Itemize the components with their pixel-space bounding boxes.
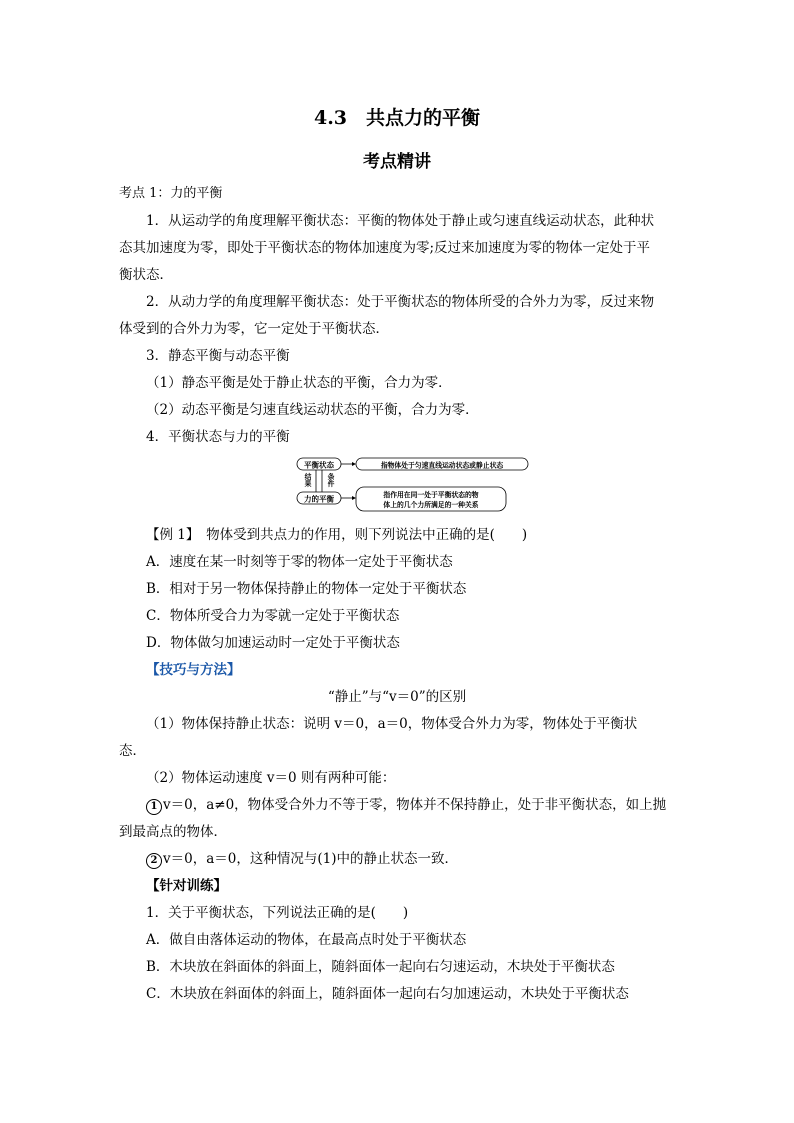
paragraph-line: 态．	[119, 743, 146, 759]
diagram-arrowhead	[352, 462, 356, 466]
case-1	[146, 795, 666, 815]
circled-number-1: 1	[146, 799, 162, 815]
diagram-desc-top-text: 指物体处于匀速直线运动状态或静止状态	[380, 461, 504, 470]
case-1-text: v＝0，a≠0，物体受合外力不等于零，物体并不保持静止，处于非平衡状态，如上抛	[163, 797, 667, 813]
paragraph-line: （1）静态平衡是处于静止状态的平衡，合力为零．	[146, 375, 452, 391]
tips-heading: 【技巧与方法】	[146, 662, 241, 678]
example-label: 【例 1】	[146, 527, 193, 543]
section-heading: 考点 1：力的平衡	[119, 186, 223, 201]
diagram-desc-bottom-line1: 指作用在同一处于平衡状态的物	[383, 491, 479, 499]
option-b: B．相对于另一物体保持静止的物体一定处于平衡状态	[146, 581, 467, 597]
paragraph-line: 体受到的合外力为零，它一定处于平衡状态．	[119, 321, 389, 337]
diagram-desc-bottom-line2: 体上的几个力所满足的一种关系	[383, 501, 479, 509]
tips-center-title: “静止”与“v＝0”的区别	[327, 689, 467, 705]
diagram-arrowhead	[352, 496, 356, 500]
paragraph-line: 3．静态平衡与动态平衡	[146, 348, 290, 364]
paragraph-line: （1）物体保持静止状态：说明 v＝0，a＝0，物体受合外力为零，物体处于平衡状	[146, 716, 638, 732]
paragraph-line: 2．从动力学的角度理解平衡状态：处于平衡状态的物体所受的合外力为零，反过来物	[146, 294, 655, 310]
option-d: D．物体做匀加速运动时一定处于平衡状态	[146, 635, 400, 651]
paragraph-line: （2）动态平衡是匀速直线运动状态的平衡，合力为零．	[146, 402, 479, 418]
paragraph-line: 到最高点的物体．	[119, 824, 227, 840]
paragraph-line: 衡状态．	[119, 267, 173, 283]
paragraph-line: 态其加速度为零，即处于平衡状态的物体加速度为零;反过来加速度为零的物体一定处于平	[119, 240, 651, 256]
paragraph-line: 4．平衡状态与力的平衡	[146, 429, 290, 445]
paragraph-line: 1．从运动学的角度理解平衡状态：平衡的物体处于静止或匀速直线运动状态，此种状	[146, 213, 655, 229]
option-b: B．木块放在斜面体的斜面上，随斜面体一起向右匀速运动，木块处于平衡状态	[146, 959, 615, 975]
example-question: 物体受到共点力的作用，则下列说法中正确的是( )	[192, 527, 528, 543]
option-c: C．木块放在斜面体的斜面上，随斜面体一起向右匀加速运动，木块处于平衡状态	[146, 986, 629, 1002]
option-a: A．速度在某一时刻等于零的物体一定处于平衡状态	[146, 554, 453, 570]
page-title: 4.3 共点力的平衡	[313, 107, 481, 129]
case-2	[146, 849, 458, 869]
diagram-box-top-label: 平衡状态	[304, 460, 334, 470]
training-heading: 【针对训练】	[146, 878, 227, 894]
training-question-1: 1．关于平衡状态，下列说法正确的是( )	[146, 905, 409, 921]
balance-diagram	[296, 456, 530, 514]
example-1	[146, 525, 527, 545]
circled-number-2: 2	[146, 853, 162, 869]
case-2-text: v＝0，a＝0，这种情况与(1)中的静止状态一致．	[163, 851, 458, 867]
option-c: C．物体所受合力为零就一定处于平衡状态	[146, 608, 400, 624]
page-subtitle: 考点精讲	[363, 152, 431, 172]
diagram-box-bottom-label: 力的平衡	[304, 494, 334, 504]
option-a: A．做自由落体运动的物体，在最高点时处于平衡状态	[146, 932, 467, 948]
diagram-label-result: 结果	[303, 473, 311, 487]
paragraph-line: （2）物体运动速度 v＝0 则有两种可能：	[146, 770, 396, 786]
diagram-label-condition: 条件	[326, 473, 334, 487]
